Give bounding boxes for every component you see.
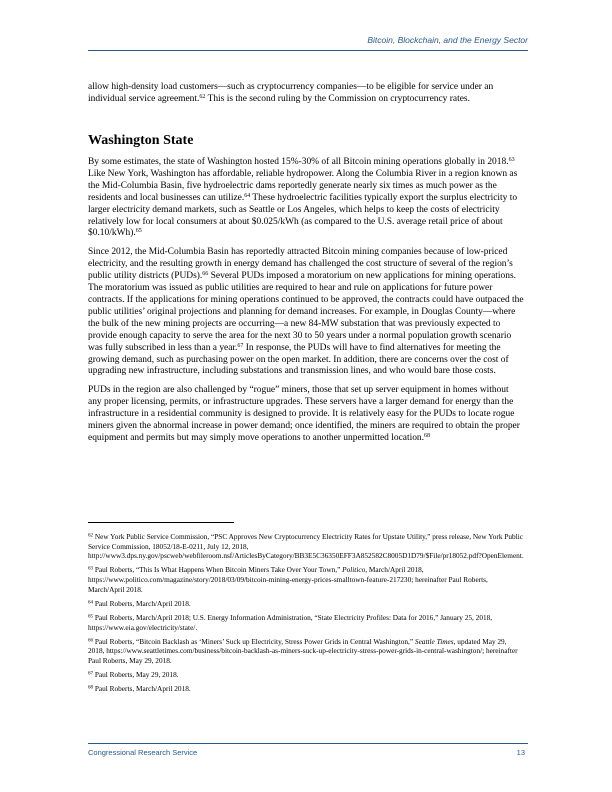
para2-text-c: In response, the PUDs will have to find alternatives for meeting the growing demand, such as purchasing power on the open market. In addition, there are concerns over the cost of upgrading new infrastructure, including substations and transmission lines, and who would bare those costs. bbox=[88, 342, 509, 377]
footnote-number: 63 bbox=[88, 566, 93, 572]
paragraph-2 bbox=[88, 247, 524, 378]
footnote-number: 64 bbox=[88, 600, 93, 606]
footnote-text: Paul Roberts, March/April 2018; U.S. Energy Information Administration, “State Electricity Profiles: Data for 2016,” January 25, 2018, https://www.eia.gov/electricity/state/. bbox=[88, 612, 493, 632]
footnote-text: New York Public Service Commission, “PSC Approves New Cryptocurrency Electricity Rates for Upstate Utility,” press release, New York Public Service Commission, 18052/18-E-0211, July 12, 2018, http://www3.dps.ny.gov/pscweb/webfileroom.nsf/ArticlesByCategory/BB3E5C36350EFF3A852582C8005D1D79/$File/pr18052.pdf?OpenElement. bbox=[88, 532, 524, 561]
intro-paragraph bbox=[88, 82, 524, 113]
footnote-item bbox=[88, 684, 524, 694]
footnotes bbox=[88, 532, 524, 698]
footnote-number: 62 bbox=[88, 533, 93, 539]
footnote-ref[interactable]: 64 bbox=[244, 192, 251, 199]
footnote-number: 66 bbox=[88, 638, 93, 644]
footnote-ref[interactable]: 63 bbox=[508, 157, 515, 163]
footnote-text: Paul Roberts, “Bitcoin Backlash as ‘Miners’ Suck up Electricity, Stress Power Grids in Central Washington,” bbox=[94, 636, 415, 646]
page-number: 13 bbox=[516, 748, 525, 757]
footer-divider bbox=[88, 743, 528, 744]
footnote-divider bbox=[88, 522, 234, 523]
footnote-text: Paul Roberts, “This Is What Happens When Bitcoin Miners Take Over Your Town,” bbox=[94, 565, 343, 575]
footnote-text: Paul Roberts, March/April 2018. bbox=[94, 598, 191, 608]
running-header bbox=[88, 30, 528, 51]
footnote-ref[interactable]: 65 bbox=[135, 228, 142, 235]
footnote-text: Paul Roberts, May 29, 2018. bbox=[94, 670, 179, 680]
footnote-item bbox=[88, 565, 524, 594]
footnote-ref[interactable]: 66 bbox=[202, 271, 209, 278]
para3-text-a: PUDs in the region are also challenged by “rogue” miners, those that set up server equipment in homes without any proper licensing, permits, or infrastructure upgrades. These servers have a larger demand for energy than the infrastructure in a residential community is designed to provide. It is relatively easy for the PUDs to locate rogue miners given the abnormal increase in power demand; once identified, the miners are required to obtain the proper equipment and permits but may simply move operations to another unpermitted location. bbox=[88, 385, 520, 443]
para1-text-b: Like New York, Washington has affordable, reliable hydropower. Along the Columbia River in a region known as the Mid-Columbia Basin, five hydroelectric dams reportedly generate nearly six times as much power as the residents and local businesses can utilize. bbox=[88, 168, 518, 203]
intro-text-a: allow high-density load customers—such as cryptocurrency companies—to be eligible for service under an individual service agreement. bbox=[88, 82, 494, 104]
footnote-ref[interactable]: 68 bbox=[424, 432, 431, 439]
footnote-number: 68 bbox=[88, 685, 93, 691]
footnote-number: 67 bbox=[88, 671, 93, 677]
footnote-item bbox=[88, 637, 524, 666]
footnote-item bbox=[88, 599, 524, 609]
footnote-item bbox=[88, 532, 524, 561]
paragraph-1 bbox=[88, 157, 524, 240]
footnote-ref[interactable]: 62 bbox=[199, 93, 206, 100]
paragraph-3 bbox=[88, 385, 524, 445]
footnote-item bbox=[88, 670, 524, 680]
section-body bbox=[88, 157, 524, 452]
footnote-publication: Politico bbox=[342, 565, 366, 575]
footer-source: Congressional Research Service bbox=[88, 748, 198, 757]
footnote-publication: Seattle Times bbox=[414, 636, 454, 646]
para2-text-a: Since 2012, the Mid-Columbia Basin has reportedly attracted Bitcoin mining companies because of low-priced electricity, and the resulting growth in energy demand has challenged the cost structure of several of the region’s public utility districts (PUDs). bbox=[88, 247, 513, 282]
footnote-text-tail: , updated May 29, 2018, https://www.seattletimes.com/business/bitcoin-backlash-as-miners-suck-up-electricity-stress-power-grids-in-central-washington/; hereinafter Paul Roberts, May 29, 2018. bbox=[88, 636, 518, 665]
para2-text-b: Several PUDs imposed a moratorium on new applications for mining operations. The moratorium was issued as public utilities are required to hear and rule on applications for future power contracts. If the applications for mining operations continued to be approved, the contracts could have outpaced the public utilities’ original projections and planning for demand increases. For example, in Douglas County—where the bulk of the new mining projects are occurring—a new 84-MW substation that was previously expected to provide enough capacity to serve the area for the next 30 to 50 years under a normal population growth scenario was fully subscribed in less than a year. bbox=[88, 271, 524, 353]
footnote-number: 65 bbox=[88, 614, 93, 620]
header-title: Bitcoin, Blockchain, and the Energy Sector bbox=[367, 35, 528, 45]
footnote-item bbox=[88, 613, 524, 632]
section-heading: Washington State bbox=[88, 133, 194, 148]
intro-text-b: This is the second ruling by the Commission on cryptocurrency rates. bbox=[205, 93, 470, 104]
footnote-ref[interactable]: 67 bbox=[237, 342, 244, 349]
para1-text-a: By some estimates, the state of Washington hosted 15%-30% of all Bitcoin mining operations globally in 2018. bbox=[88, 157, 509, 167]
footnote-text-tail: , March/April 2018, https://www.politico.com/magazine/story/2018/03/09/bitcoin-mining-energy-prices-smalltown-feature-217230; hereinafter Paul Roberts, March/April 2018. bbox=[88, 565, 488, 594]
footnote-text: Paul Roberts, March/April 2018. bbox=[94, 684, 191, 694]
para1-text-c: These hydroelectric facilities typically export the surplus electricity to larger electricity demand markets, such as Seattle or Los Angeles, which helps to keep the costs of electricity relatively low for local consumers at about $0.025/kWh (as compared to the U.S. average retail price of about $0.10/kWh). bbox=[88, 192, 518, 239]
